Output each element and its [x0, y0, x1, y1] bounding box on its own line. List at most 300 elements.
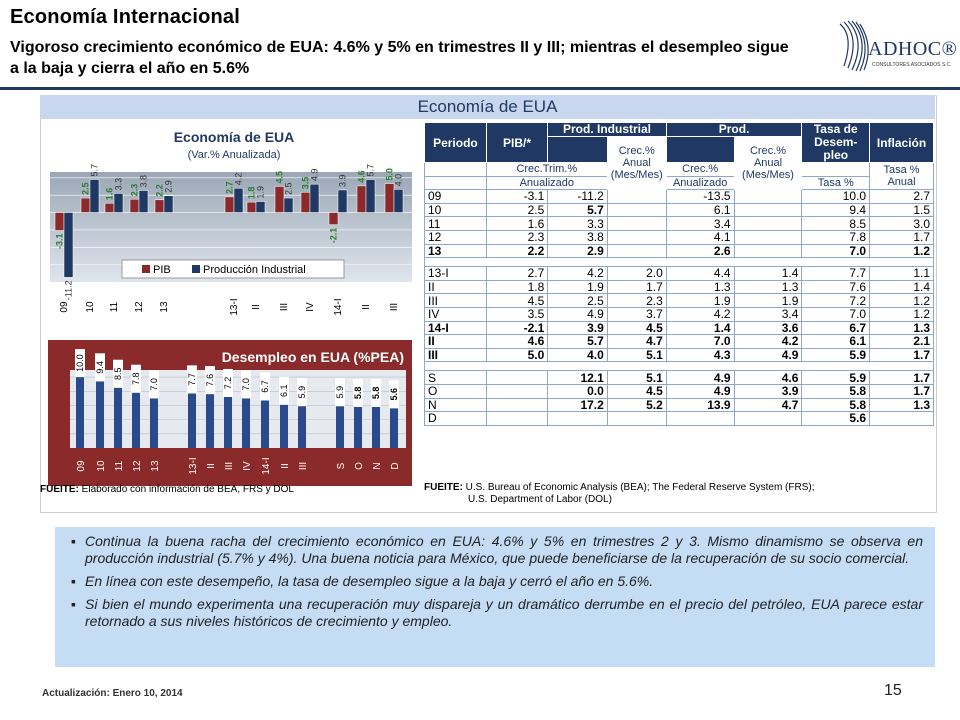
bar-unemp-III: [298, 406, 306, 448]
label-pi-IV: 4.9: [309, 168, 320, 182]
label-pi-III: 4.0: [393, 173, 404, 187]
table-cell: 6.7: [802, 321, 870, 335]
table-cell: -13.5: [666, 190, 734, 204]
table-cell: 7.0: [802, 307, 870, 321]
bar-pi-13: [164, 196, 173, 213]
table-cell: [734, 412, 802, 426]
table-cell: 3.9: [548, 321, 608, 335]
row-label: II: [425, 335, 487, 349]
row-label: N: [425, 398, 487, 412]
col-header-pib: PIB/*: [486, 123, 547, 163]
table-cell: [607, 412, 666, 426]
table-cell: 1.7: [870, 348, 934, 362]
bar-pi-III: [284, 198, 293, 212]
row-label: 10: [425, 203, 487, 217]
table-cell: 2.9: [548, 244, 608, 258]
tick-IV: IV: [305, 302, 316, 312]
table-cell: 5.9: [802, 348, 870, 362]
table-cell: 4.7: [607, 335, 666, 349]
table-cell: 3.0: [870, 217, 934, 231]
table-cell: 3.9: [734, 384, 802, 398]
table-cell: 4.7: [734, 398, 802, 412]
label-pib-II: 1.8: [246, 186, 257, 200]
row-label: III: [425, 294, 487, 308]
table-row: [425, 267, 934, 281]
table-cell: 17.2: [548, 398, 608, 412]
table-cell: 4.9: [734, 348, 802, 362]
page-number: 15: [884, 682, 902, 699]
commentary-box: [55, 527, 935, 667]
chart1-subtitle: (Var.% Anualizada): [187, 149, 281, 161]
chart2-title: Desempleo en EUA (%PEA): [221, 349, 404, 365]
table-cell: 5.6: [802, 412, 870, 426]
gdp-industrial-chart: [42, 122, 414, 337]
table-header-row: [425, 123, 934, 137]
table-cell: [666, 412, 734, 426]
table-cell: 4.9: [548, 307, 608, 321]
table-cell: -3.1: [486, 190, 547, 204]
legend-pi-label: Producción Industrial: [203, 264, 306, 276]
logo-subtext: CONSULTORES ASOCIADOS S.C.: [872, 62, 952, 68]
label-pib-IV: 3.5: [300, 176, 311, 190]
bar-unemp-13-I: [188, 393, 196, 448]
table-cell: [734, 230, 802, 244]
bar-unemp-10: [96, 381, 104, 448]
update-date: Actualización: Enero 10, 2014: [42, 688, 183, 699]
source-left-label: FUEITE:: [40, 484, 79, 495]
bar-pib-11: [105, 203, 114, 212]
label-pi-III: 2.5: [283, 182, 294, 196]
tick-09: 09: [59, 301, 70, 313]
table-cell: [607, 230, 666, 244]
tick-unemp-IV: IV: [242, 461, 253, 471]
row-label: 13-I: [425, 267, 487, 281]
bar-pi-12: [139, 191, 148, 213]
chart2-tick-labels: [76, 457, 401, 474]
table-cell: 2.5: [486, 203, 547, 217]
table-cell: 5.0: [486, 348, 547, 362]
bar-unemp-IV: [242, 398, 250, 448]
table-cell: 1.6: [486, 217, 547, 231]
chart1-title: Economía de EUA: [173, 129, 295, 145]
label-pib-III: 4.5: [274, 170, 285, 184]
table-quarter-body: [425, 267, 934, 362]
bar-unemp-09: [76, 377, 84, 448]
table-cell: 3.8: [548, 230, 608, 244]
table-cell: -11.2: [548, 190, 608, 204]
label-unemp-S: 5.9: [335, 385, 345, 399]
tick-unemp-S: S: [336, 462, 347, 470]
logo-text: ADHOC®: [868, 38, 958, 60]
table-cell: 2.3: [607, 294, 666, 308]
bar-unemp-12: [132, 393, 140, 448]
table-cell: 1.3: [734, 280, 802, 294]
tick-unemp-11: 11: [114, 460, 125, 472]
bar-unemp-D: [390, 408, 398, 448]
table-cell: 5.9: [802, 371, 870, 385]
label-unemp-D: 5.6: [389, 388, 399, 401]
table-cell: 1.3: [666, 280, 734, 294]
table-cell: 4.5: [607, 321, 666, 335]
bar-unemp-11: [114, 388, 122, 448]
header-spacer: [548, 136, 608, 162]
label-pi-14-I: 3.9: [337, 174, 348, 187]
bar-pib-14-I: [329, 213, 338, 225]
economy-table: [424, 122, 934, 426]
label-unemp-II: 6.1: [279, 384, 289, 398]
row-label: 09: [425, 190, 487, 204]
table-cell: 1.3: [870, 398, 934, 412]
label-unemp-O: 5.8: [353, 386, 363, 400]
table-cell: 13.9: [666, 398, 734, 412]
unemployment-chart: [48, 340, 412, 486]
tick-unemp-10: 10: [96, 460, 107, 472]
sub-anualizado: Anualizado: [486, 176, 607, 190]
table-cell: 1.3: [870, 321, 934, 335]
bar-unemp-II: [206, 394, 214, 448]
chart1-tick-labels: [59, 298, 400, 315]
table-annual-body: [425, 190, 934, 258]
table-row: [425, 217, 934, 231]
label-unemp-10: 9.4: [95, 361, 105, 374]
label-pi-13: 2.9: [163, 180, 174, 193]
table-cell: 4.3: [666, 348, 734, 362]
row-label: IV: [425, 307, 487, 321]
bar-pi-III: [394, 189, 403, 212]
bar-unemp-II: [280, 405, 288, 448]
source-right-text: U.S. Bureau of Economic Analysis (BEA); The Federal Reserve System (FRS);: [465, 482, 815, 493]
sub-tasa-anual: Tasa % Anual: [870, 163, 934, 190]
table-cell: 3.6: [734, 321, 802, 335]
gdp-industrial-chart-svg: [42, 122, 414, 337]
table-row: [425, 384, 934, 398]
table-cell: [607, 203, 666, 217]
table-cell: 4.4: [666, 267, 734, 281]
table-row: [425, 335, 934, 349]
label-unemp-14-I: 6.7: [260, 380, 270, 393]
table-cell: -2.1: [486, 321, 547, 335]
unemployment-chart-svg: [48, 340, 412, 486]
table-cell: 5.2: [607, 398, 666, 412]
table-cell: 1.2: [870, 244, 934, 258]
bar-unemp-O: [354, 407, 362, 448]
table-cell: 2.6: [666, 244, 734, 258]
table-cell: 7.7: [802, 267, 870, 281]
bar-pi-IV: [310, 184, 319, 212]
label-pib-11: 1.6: [104, 187, 115, 201]
table-gap: [425, 258, 934, 267]
bar-pi-11: [114, 193, 123, 212]
table-cell: 5.1: [607, 371, 666, 385]
table-row: [425, 244, 934, 258]
table-cell: 2.7: [486, 267, 547, 281]
table-cell: 5.7: [548, 335, 608, 349]
table-cell: 1.7: [870, 384, 934, 398]
table-row: [425, 294, 934, 308]
table-subheader-row: [425, 163, 934, 177]
tick-II: II: [361, 304, 372, 310]
table-cell: 1.9: [548, 280, 608, 294]
table-cell: 1.8: [486, 280, 547, 294]
table-cell: 2.5: [548, 294, 608, 308]
table-cell: 6.1: [666, 203, 734, 217]
tick-unemp-09: 09: [76, 460, 87, 472]
table-cell: 1.9: [666, 294, 734, 308]
table-row: [425, 280, 934, 294]
tick-unemp-III: III: [224, 461, 235, 471]
table-cell: 4.0: [548, 348, 608, 362]
table-month-body: [425, 371, 934, 425]
tick-unemp-13-I: 13-I: [188, 457, 199, 475]
label-pib-14-I: -2.1: [328, 227, 339, 244]
tick-III: III: [279, 302, 290, 312]
table-cell: 5.1: [607, 348, 666, 362]
table-cell: [734, 217, 802, 231]
bar-pi-09: [64, 213, 73, 278]
table-cell: 1.4: [870, 280, 934, 294]
sub-anualizado2: Anualizado: [666, 176, 734, 190]
tick-13: 13: [159, 301, 170, 313]
bar-pib-13-I: [225, 197, 234, 213]
sub-crec-pct: Crec.%: [666, 163, 734, 177]
header-divider: [0, 87, 960, 90]
prod-sub-header: Crec.% Anual (Mes/Mes): [734, 136, 802, 190]
bar-pib-12: [130, 199, 139, 212]
bullet-2: ▪ En línea con este desempeño, la tasa de desempleo sigue a la baja y cerró el año en 5.6%.: [73, 573, 923, 590]
table-cell: 1.7: [870, 371, 934, 385]
bar-pib-IV: [301, 192, 310, 212]
label-pib-III: 5.0: [384, 168, 395, 181]
table-cell: 1.2: [870, 307, 934, 321]
bar-unemp-III: [224, 397, 232, 448]
label-pi-11: 3.3: [113, 177, 124, 191]
col-header-inflacion: Inflación: [870, 123, 934, 163]
table-cell: 5.8: [802, 398, 870, 412]
tick-13-I: 13-I: [229, 298, 240, 316]
label-pi-10: 5.7: [89, 164, 100, 177]
label-pi-II: 5.7: [365, 164, 376, 177]
table-row: [425, 348, 934, 362]
table-cell: 0.0: [548, 384, 608, 398]
table-cell: 9.4: [802, 203, 870, 217]
table-row: [425, 398, 934, 412]
table-cell: [548, 412, 608, 426]
tick-unemp-D: D: [390, 462, 401, 470]
table-cell: 1.7: [607, 280, 666, 294]
legend-pib-label: PIB: [153, 264, 171, 276]
tick-unemp-II: II: [280, 463, 291, 469]
table-cell: 3.5: [486, 307, 547, 321]
table-cell: [607, 244, 666, 258]
table-cell: 8.5: [802, 217, 870, 231]
source-left: [40, 484, 294, 495]
table-cell: 1.1: [870, 267, 934, 281]
source-left-text: Elaborado con información de BEA, FRS y DOL: [81, 484, 294, 495]
bar-pib-13: [155, 200, 164, 213]
bar-unemp-N: [372, 407, 380, 448]
col-header-prod-industrial: Prod. Industrial: [548, 123, 666, 137]
sub-crec-trim: Crec.Trim.%: [486, 163, 607, 177]
label-pib-10: 2.5: [80, 182, 91, 196]
sub-spacer: [802, 163, 870, 177]
label-unemp-12: 7.8: [131, 372, 141, 385]
pi-sub-header: Crec.% Anual (Mes/Mes): [607, 136, 666, 190]
label-pib-13-I: 2.7: [224, 181, 235, 194]
table-cell: [607, 217, 666, 231]
col-header-prod: Prod.: [666, 123, 802, 137]
table-row: [425, 203, 934, 217]
table-row: [425, 230, 934, 244]
table-cell: 4.6: [734, 371, 802, 385]
table-cell: 4.5: [607, 384, 666, 398]
table-cell: 1.7: [870, 230, 934, 244]
bar-pib-II: [357, 186, 366, 213]
row-label: O: [425, 384, 487, 398]
row-label: 12: [425, 230, 487, 244]
tick-unemp-13: 13: [150, 460, 161, 472]
table-cell: 2.1: [870, 335, 934, 349]
tick-II: II: [251, 304, 262, 310]
tick-III: III: [389, 302, 400, 312]
row-label: 14-I: [425, 321, 487, 335]
table-cell: 4.1: [666, 230, 734, 244]
label-unemp-IV: 7.0: [241, 378, 251, 391]
table-row: [425, 321, 934, 335]
label-pi-09: -11.2: [63, 280, 74, 301]
table-row: [425, 190, 934, 204]
table-cell: [870, 412, 934, 426]
bullet-3: ▪ Si bien el mundo experimenta una recuperación muy dispareja y un dramático derrumbe en el precio del petróleo, EUA parece estar retornado a sus niveles históricos de crecimiento y empleo.: [73, 596, 923, 630]
col-header-periodo: Periodo: [425, 123, 487, 163]
row-label: II: [425, 280, 487, 294]
legend-pi-swatch: [192, 265, 200, 273]
label-unemp-II: 7.6: [205, 373, 215, 387]
table-cell: [486, 412, 547, 426]
label-pi-II: 1.9: [255, 186, 266, 199]
tick-12: 12: [134, 301, 145, 313]
table-cell: 1.9: [734, 294, 802, 308]
table-cell: 2.3: [486, 230, 547, 244]
page-subtitle: Vigoroso crecimiento económico de EUA: 4.6% y 5% en trimestres II y III; mientras el desempleo sigue a la baja y cierra el año en 5.6%: [10, 39, 789, 77]
col-header-desempleo: Tasa de Desem-pleo: [802, 123, 870, 163]
page-title: Economía Internacional: [10, 6, 241, 28]
table-cell: 4.6: [486, 335, 547, 349]
bar-unemp-S: [336, 406, 344, 448]
table-gap: [425, 362, 934, 371]
sub-spacer: [425, 163, 487, 177]
source-right-text-2: U.S. Department of Labor (DOL): [468, 494, 612, 505]
table-cell: 3.3: [548, 217, 608, 231]
row-label: 13: [425, 244, 487, 258]
table-cell: 2.2: [486, 244, 547, 258]
bar-pib-10: [81, 198, 90, 212]
table-cell: 3.4: [734, 307, 802, 321]
sub-tasa-pct: Tasa %: [802, 176, 870, 190]
table-cell: [734, 244, 802, 258]
table-cell: 2.0: [607, 267, 666, 281]
table-cell: 1.5: [870, 203, 934, 217]
tick-11: 11: [109, 301, 120, 313]
bar-pib-III: [385, 184, 394, 213]
bar-pi-10: [90, 180, 99, 213]
row-label: III: [425, 348, 487, 362]
bar-pi-13-I: [234, 188, 243, 212]
table-cell: 1.2: [870, 294, 934, 308]
bar-unemp-14-I: [261, 400, 269, 448]
table-cell: 4.2: [548, 267, 608, 281]
bar-pi-14-I: [338, 190, 347, 213]
table-cell: 4.9: [666, 371, 734, 385]
tick-unemp-III: III: [298, 461, 309, 471]
table-subheader-row-2: [425, 176, 934, 190]
label-pi-13-I: 4.2: [233, 172, 244, 186]
label-unemp-N: 5.8: [371, 386, 381, 400]
table-cell: 1.4: [734, 267, 802, 281]
table-cell: 1.4: [666, 321, 734, 335]
table-cell: 5.8: [802, 384, 870, 398]
legend-pib-swatch: [142, 265, 150, 273]
header-spacer: [666, 136, 734, 162]
sub-spacer: [425, 176, 487, 190]
table-cell: [734, 190, 802, 204]
label-pib-II: 4.6: [356, 170, 367, 183]
label-unemp-13: 7.0: [149, 378, 159, 391]
table-cell: [486, 384, 547, 398]
table-row: [425, 371, 934, 385]
table-cell: 5.7: [548, 203, 608, 217]
row-label: D: [425, 412, 487, 426]
row-label: S: [425, 371, 487, 385]
table-cell: 4.2: [666, 307, 734, 321]
label-unemp-III: 5.9: [297, 385, 307, 399]
row-label: 11: [425, 217, 487, 231]
label-unemp-09: 10.0: [75, 354, 85, 372]
table-cell: 10.0: [802, 190, 870, 204]
tick-unemp-II: II: [206, 463, 217, 469]
economy-data-table: [424, 122, 934, 426]
table-cell: 4.9: [666, 384, 734, 398]
table-cell: 7.0: [666, 335, 734, 349]
panel-title: Economía de EUA: [40, 95, 935, 119]
label-unemp-11: 8.5: [113, 367, 123, 380]
tick-14-I: 14-I: [333, 298, 344, 316]
source-right: [424, 482, 815, 506]
table-cell: 4.5: [486, 294, 547, 308]
bullet-1: ▪ Continua la buena racha del crecimiento económico en EUA: 4.6% y 5% en trimestres 2 y 3. Mismo dinamismo se observa en producción industrial (5.7% y 4%). Una buena noticia para México, que puede beneficiarse de la recuperación de su socio comercial.: [73, 533, 923, 567]
table-cell: [486, 371, 547, 385]
table-row: [425, 307, 934, 321]
label-pib-09: -3.1: [54, 233, 65, 249]
tick-unemp-14-I: 14-I: [261, 457, 272, 475]
table-cell: [734, 203, 802, 217]
table-cell: 7.2: [802, 294, 870, 308]
bar-pi-II: [256, 202, 265, 213]
tick-unemp-O: O: [354, 462, 365, 470]
bar-pi-II: [366, 180, 375, 213]
table-cell: 3.7: [607, 307, 666, 321]
table-cell: [486, 398, 547, 412]
bar-pib-II: [247, 202, 256, 212]
label-pib-13: 2.2: [154, 184, 165, 197]
table-cell: 4.2: [734, 335, 802, 349]
table-cell: 7.8: [802, 230, 870, 244]
tick-unemp-N: N: [372, 462, 383, 470]
table-cell: 2.7: [870, 190, 934, 204]
bar-pib-09: [55, 213, 64, 231]
table-row: [425, 412, 934, 426]
table-cell: 3.4: [666, 217, 734, 231]
tick-unemp-12: 12: [132, 460, 143, 472]
